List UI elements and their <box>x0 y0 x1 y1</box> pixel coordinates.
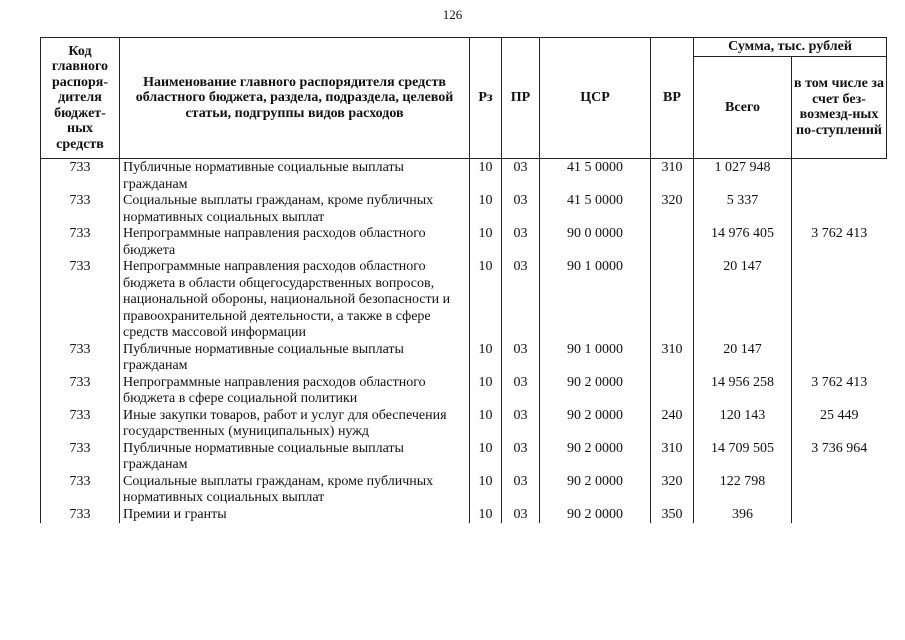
cell-code: 733 <box>41 507 120 524</box>
cell-rz: 10 <box>470 342 502 375</box>
cell-code: 733 <box>41 193 120 226</box>
cell-vr: 310 <box>651 159 694 194</box>
cell-free: 3 762 413 <box>792 375 887 408</box>
table-row <box>41 342 887 375</box>
header-name: Наименование главного распорядителя средств областного бюджета, раздела, подраздела, целевой статьи, подгруппы видов расходов <box>120 38 470 159</box>
cell-rz: 10 <box>470 259 502 342</box>
cell-pr: 03 <box>502 507 540 524</box>
cell-name: Публичные нормативные социальные выплаты гражданам <box>120 159 470 194</box>
cell-pr: 03 <box>502 408 540 441</box>
budget-table <box>40 37 887 523</box>
header-rz: Рз <box>470 38 502 159</box>
cell-name: Социальные выплаты гражданам, кроме публичных нормативных социальных выплат <box>120 193 470 226</box>
table-row <box>41 226 887 259</box>
cell-free <box>792 159 887 194</box>
header-code: Код главного распоря-дителя бюджет-ных средств <box>41 38 120 159</box>
cell-name: Социальные выплаты гражданам, кроме публичных нормативных социальных выплат <box>120 474 470 507</box>
cell-total: 396 <box>694 507 792 524</box>
cell-rz: 10 <box>470 159 502 194</box>
table-row <box>41 193 887 226</box>
cell-rz: 10 <box>470 193 502 226</box>
cell-pr: 03 <box>502 474 540 507</box>
table-row <box>41 408 887 441</box>
cell-name: Премии и гранты <box>120 507 470 524</box>
cell-free <box>792 474 887 507</box>
cell-rz: 10 <box>470 474 502 507</box>
table-row <box>41 259 887 342</box>
cell-total: 1 027 948 <box>694 159 792 194</box>
cell-name: Непрограммные направления расходов областного бюджета в сфере социальной политики <box>120 375 470 408</box>
cell-csr: 90 1 0000 <box>540 259 651 342</box>
page-number: 126 <box>442 7 463 22</box>
cell-total: 120 143 <box>694 408 792 441</box>
cell-csr: 41 5 0000 <box>540 193 651 226</box>
cell-code: 733 <box>41 441 120 474</box>
table-row <box>41 441 887 474</box>
cell-csr: 90 2 0000 <box>540 507 651 524</box>
cell-vr: 310 <box>651 342 694 375</box>
cell-name: Иные закупки товаров, работ и услуг для обеспечения государственных (муниципальных) нужд <box>120 408 470 441</box>
cell-rz: 10 <box>470 408 502 441</box>
table-row <box>41 474 887 507</box>
cell-total: 14 709 505 <box>694 441 792 474</box>
cell-csr: 90 2 0000 <box>540 408 651 441</box>
header-sum-group: Сумма, тыс. рублей <box>694 38 887 57</box>
cell-name: Публичные нормативные социальные выплаты гражданам <box>120 342 470 375</box>
cell-free <box>792 193 887 226</box>
cell-csr: 41 5 0000 <box>540 159 651 194</box>
header-free: в том числе за счет без-возмезд-ных по-ступлений <box>792 56 887 159</box>
cell-csr: 90 2 0000 <box>540 375 651 408</box>
cell-total: 14 956 258 <box>694 375 792 408</box>
cell-pr: 03 <box>502 193 540 226</box>
cell-total: 122 798 <box>694 474 792 507</box>
cell-code: 733 <box>41 159 120 194</box>
cell-pr: 03 <box>502 441 540 474</box>
table-body <box>41 159 887 524</box>
header-vr: ВР <box>651 38 694 159</box>
header-pr: ПР <box>502 38 540 159</box>
cell-code: 733 <box>41 408 120 441</box>
cell-code: 733 <box>41 375 120 408</box>
table-row <box>41 507 887 524</box>
cell-name: Публичные нормативные социальные выплаты гражданам <box>120 441 470 474</box>
cell-name: Непрограммные направления расходов областного бюджета в области общегосударственных вопросов, национальной обороны, национальной безопасности и правоохранительной деятельности, а также в сфере средств массовой информации <box>120 259 470 342</box>
header-total: Всего <box>694 56 792 159</box>
cell-code: 733 <box>41 226 120 259</box>
cell-vr <box>651 259 694 342</box>
cell-free <box>792 507 887 524</box>
cell-pr: 03 <box>502 375 540 408</box>
cell-vr <box>651 226 694 259</box>
cell-rz: 10 <box>470 441 502 474</box>
cell-csr: 90 1 0000 <box>540 342 651 375</box>
cell-free: 3 736 964 <box>792 441 887 474</box>
cell-pr: 03 <box>502 159 540 194</box>
cell-free <box>792 342 887 375</box>
cell-rz: 10 <box>470 375 502 408</box>
cell-csr: 90 0 0000 <box>540 226 651 259</box>
cell-total: 5 337 <box>694 193 792 226</box>
cell-pr: 03 <box>502 259 540 342</box>
cell-free: 3 762 413 <box>792 226 887 259</box>
cell-vr: 320 <box>651 474 694 507</box>
cell-vr: 350 <box>651 507 694 524</box>
cell-free <box>792 259 887 342</box>
cell-vr <box>651 375 694 408</box>
cell-total: 20 147 <box>694 342 792 375</box>
cell-vr: 320 <box>651 193 694 226</box>
cell-total: 14 976 405 <box>694 226 792 259</box>
cell-vr: 240 <box>651 408 694 441</box>
cell-pr: 03 <box>502 342 540 375</box>
cell-rz: 10 <box>470 226 502 259</box>
cell-code: 733 <box>41 259 120 342</box>
cell-code: 733 <box>41 474 120 507</box>
table-header <box>41 38 887 159</box>
cell-vr: 310 <box>651 441 694 474</box>
cell-rz: 10 <box>470 507 502 524</box>
cell-name: Непрограммные направления расходов областного бюджета <box>120 226 470 259</box>
cell-total: 20 147 <box>694 259 792 342</box>
cell-free: 25 449 <box>792 408 887 441</box>
cell-code: 733 <box>41 342 120 375</box>
cell-csr: 90 2 0000 <box>540 441 651 474</box>
cell-pr: 03 <box>502 226 540 259</box>
table-row <box>41 375 887 408</box>
header-csr: ЦСР <box>540 38 651 159</box>
table-row <box>41 159 887 194</box>
cell-csr: 90 2 0000 <box>540 474 651 507</box>
